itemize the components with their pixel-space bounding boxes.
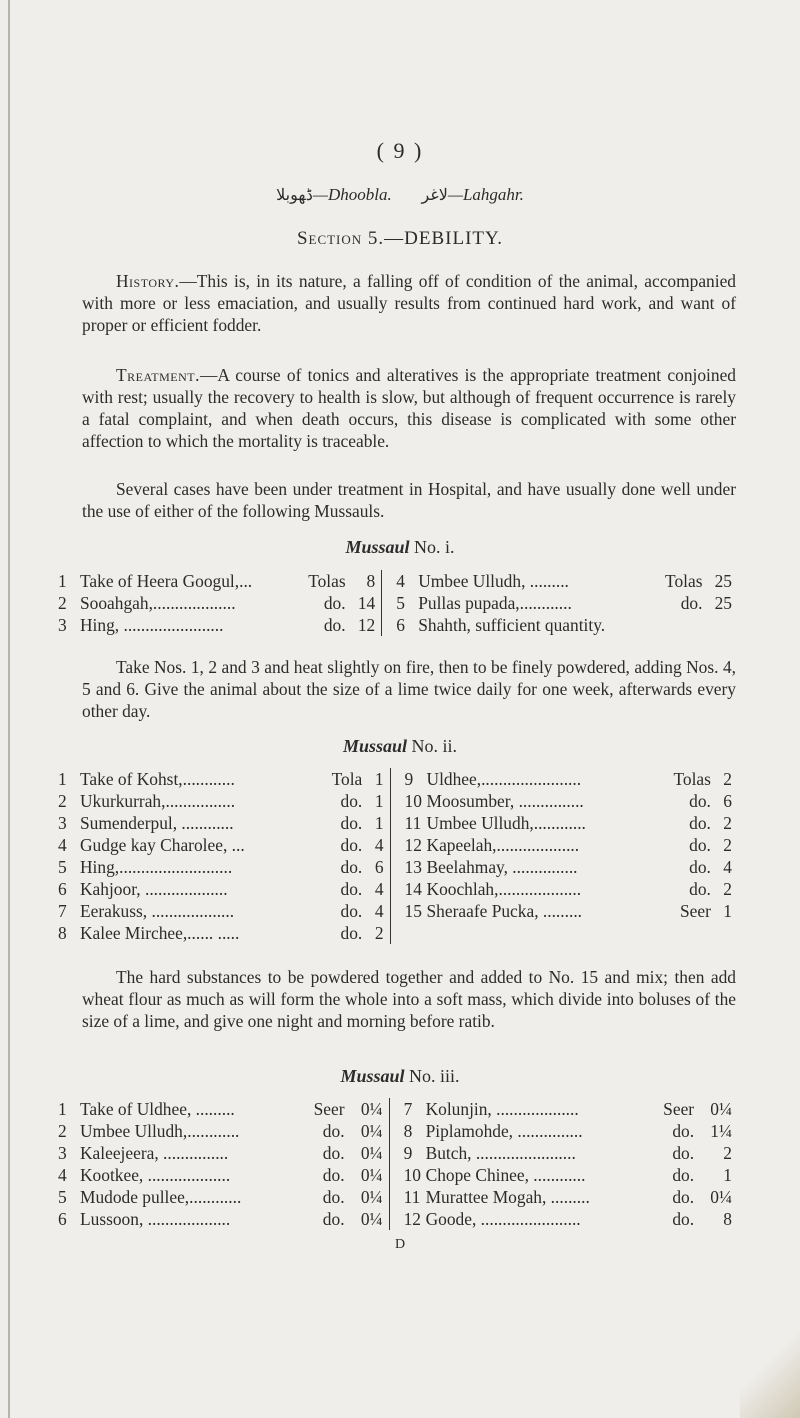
ingredient-name: Kalee Mirchee,...... ..... [80,923,240,943]
ingredient-unit: do. [672,1121,695,1141]
column-divider [389,1120,404,1142]
ingredient-unit: do. [689,791,711,811]
ingredient-row [58,1186,738,1208]
ingredient-number: 7 [403,1099,413,1119]
mussaul-3-title-num: No. iii. [409,1066,460,1086]
column-divider [390,812,405,834]
ingredient-number: 11 [404,813,422,833]
ingredient-quantity: 1 [374,791,384,811]
urdu-name-2: ﻻﻏﺮ [421,187,448,204]
column-divider [390,878,405,900]
ingredient-quantity: 4 [723,857,732,877]
ingredient-name: Murattee Mogah, ......... [425,1187,590,1207]
latin-name-2: —Lahgahr. [447,185,524,204]
ingredient-name: Kahjoor, ................... [80,879,228,899]
ingredient-unit: do. [689,857,711,877]
paper-stain [740,1328,800,1418]
ingredient-row [58,768,738,790]
latin-name-1: —Dhoobla. [312,185,392,204]
mussaul-1-title-num: No. i. [414,537,455,557]
column-divider [389,1164,404,1186]
ingredient-quantity [717,922,738,944]
ingredient-name: Kootkee, ................... [80,1165,231,1185]
ingredient-unit: Seer [679,901,711,921]
ingredient-unit: Tola [331,769,363,789]
ingredient-unit: do. [340,835,363,855]
ingredient-unit: do. [680,593,703,613]
ingredient-unit: Tolas [308,571,346,591]
page-number: ( 9 ) [376,138,424,163]
treatment-lead: Treatment. [116,365,200,385]
ingredient-name: Gudge kay Charolee, ... [80,835,245,855]
history-paragraph [82,270,736,336]
ingredient-quantity: 1 [723,1165,732,1185]
ingredient-quantity: 6 [723,791,732,811]
ingredient-number: 5 [58,1187,67,1207]
ingredient-number: 13 [404,857,422,877]
ingredient-row [58,592,738,614]
ingredient-unit: do. [689,879,711,899]
ingredient-quantity: 0¼ [360,1143,383,1163]
ingredient-quantity: 2 [374,923,384,943]
ingredient-name: Take of Heera Googul,... [80,571,253,591]
ingredient-name: Umbee Ulludh, ......... [418,571,569,591]
ingredient-row [58,834,738,856]
history-text: —This is, in its nature, a falling off of condition of the animal, accompanied with more or less emaciation, and usually results from continued hard work, and want of proper or efficient fodder. [82,271,736,335]
ingredient-number: 4 [58,835,67,855]
section-title: Section 5.—DEBILITY. [296,228,504,249]
ingredient-quantity: 14 [357,593,376,613]
mussaul-1-directions: Take Nos. 1, 2 and 3 and heat slightly on fire, then to be finely powdered, adding Nos. 4, 5 and 6. Give the animal about the size of a lime twice daily for one week, afterwards every other day. [82,657,736,721]
history-lead: History. [116,271,180,291]
ingredient-name: Sheraafe Pucka, ......... [426,901,583,921]
ingredient-number: 5 [396,593,405,613]
ingredient-name: Kapeelah,................... [426,835,580,855]
signature-mark: D [394,1237,406,1252]
ingredient-name: Chope Chinee, ............ [425,1165,586,1185]
ingredient-number: 12 [404,835,422,855]
column-divider [389,1208,404,1230]
ingredient-quantity: 2 [723,835,732,855]
ingredient-number: 4 [396,571,405,591]
ingredient-unit: do. [322,1143,345,1163]
ingredient-unit [654,614,709,636]
ingredient-quantity: 2 [723,813,732,833]
ingredient-row [58,856,738,878]
ingredient-unit: do. [323,593,346,613]
ingredient-name: Beelahmay, ............... [426,857,578,877]
ingredient-name: Moosumber, ............... [426,791,584,811]
ingredient-unit: Tolas [665,571,703,591]
ingredient-number: 1 [58,571,67,591]
ingredient-row [58,1164,738,1186]
ingredient-quantity: 25 [714,593,732,613]
ingredient-name: Piplamohde, ............... [425,1121,583,1141]
ingredient-quantity: 4 [374,879,384,899]
ingredient-unit: do. [340,901,363,921]
ingredient-number: 11 [403,1187,421,1207]
ingredient-name: Take of Uldhee, ......... [80,1099,235,1119]
ingredient-unit: do. [672,1165,695,1185]
ingredient-number: 12 [403,1209,421,1229]
ingredient-unit: do. [340,791,363,811]
ingredient-unit: do. [689,813,711,833]
mussaul-3-table [58,1098,738,1230]
mussaul-2-title-num: No. ii. [411,736,458,756]
ingredient-quantity: 8 [723,1209,732,1229]
ingredient-quantity: 4 [374,901,384,921]
mussaul-2-title-word: Mussaul [342,736,408,756]
ingredient-unit: Seer [313,1099,345,1119]
ingredient-row [58,878,738,900]
ingredient-name: Hing, ....................... [80,615,224,635]
ingredient-quantity: 25 [714,571,732,591]
ingredient-quantity: 2 [723,1143,732,1163]
ingredient-unit: do. [340,857,363,877]
ingredient-name: Sumenderpul, ............ [80,813,234,833]
column-divider [390,834,405,856]
ingredient-number: 8 [403,1121,413,1141]
cases-paragraph: Several cases have been under treatment in Hospital, and have usually done well under the use of either of the following Mussauls. [82,479,736,521]
ingredient-number: 14 [404,879,422,899]
ingredient-quantity: 2 [723,769,732,789]
ingredient-quantity: 0¼ [360,1165,383,1185]
ingredient-number: 6 [396,615,405,635]
page-margin-line [8,0,10,1418]
ingredient-quantity: 8 [366,571,376,591]
ingredient-number: 4 [58,1165,67,1185]
ingredient-number: 6 [58,879,67,899]
ingredient-quantity: 0¼ [710,1099,732,1119]
mussaul-3-title-word: Mussaul [340,1066,405,1086]
ingredient-unit: do. [340,879,363,899]
ingredient-unit: do. [689,835,711,855]
mussaul-2-title [0,736,800,757]
ingredient-unit: do. [322,1165,345,1185]
ingredient-name: Ukurkurrah,................ [80,791,236,811]
ingredient-number: 1 [58,1099,67,1119]
mussaul-2-table [58,768,738,944]
ingredient-unit: Tolas [673,769,711,789]
ingredient-quantity: 1 [374,813,384,833]
ingredient-unit: do. [672,1143,695,1163]
ingredient-quantity: 1 [374,769,384,789]
column-divider [389,1142,404,1164]
ingredient-quantity: 0¼ [710,1187,732,1207]
ingredient-number: 3 [58,813,67,833]
ingredient-number: 15 [404,901,422,921]
ingredient-number: 9 [403,1143,413,1163]
ingredient-row [58,1208,738,1230]
ingredient-unit: do. [323,615,346,635]
disease-names [0,185,800,205]
ingredient-quantity: 1 [723,901,732,921]
ingredient-row [58,1120,738,1142]
ingredient-number: 10 [404,791,422,811]
ingredient-name: Koochlah,................... [426,879,582,899]
ingredient-quantity [708,614,738,636]
column-divider [389,1186,404,1208]
ingredient-name: Goode, ....................... [425,1209,581,1229]
ingredient-number: 8 [58,923,67,943]
ingredient-name: Lussoon, ................... [80,1209,231,1229]
column-divider [382,614,397,636]
ingredient-quantity: 4 [374,835,384,855]
ingredient-quantity: 0¼ [360,1099,383,1119]
mussaul-1-title-word: Mussaul [345,537,410,557]
ingredient-quantity: 1¼ [710,1121,732,1141]
ingredient-row [58,790,738,812]
ingredient-unit: do. [672,1187,695,1207]
ingredient-name: Take of Kohst,............ [80,769,235,789]
ingredient-quantity: 6 [374,857,384,877]
ingredient-quantity: 0¼ [360,1209,383,1229]
ingredient-unit [655,922,717,944]
ingredient-number: 3 [58,615,67,635]
treatment-text: —A course of tonics and alteratives is the appropriate treatment conjoined with rest; usually the recovery to health is slow, but although of frequent occurrence is rarely a fatal complaint, and when death occurs, this disease is complicated with some other affection to which the mortality is traceable. [82,365,736,451]
column-divider [390,768,405,790]
ingredient-row [58,614,738,636]
mussaul-1-title [0,537,800,558]
ingredient-quantity: 0¼ [360,1187,383,1207]
ingredient-number: 1 [58,769,67,789]
ingredient-quantity: 12 [357,615,376,635]
ingredient-name: Sooahgah,................... [80,593,236,613]
ingredient-unit: do. [340,923,363,943]
ingredient-number: 9 [404,769,414,789]
column-divider [390,856,405,878]
ingredient-unit: do. [322,1187,345,1207]
ingredient-row [58,922,738,944]
ingredient-name: Hing,.......................... [80,857,233,877]
ingredient-quantity: 0¼ [360,1121,383,1141]
ingredient-number: 2 [58,791,67,811]
column-divider [389,1098,404,1120]
column-divider [382,570,397,592]
ingredient-row [58,1098,738,1120]
ingredient-number [405,922,427,944]
ingredient-unit: do. [322,1209,345,1229]
ingredient-name: Pullas pupada,............ [418,593,572,613]
ingredient-name: Kolunjin, ................... [425,1099,579,1119]
ingredient-number: 10 [403,1165,421,1185]
ingredient-number: 2 [58,593,67,613]
ingredient-name: Shahth, sufficient quantity. [418,615,606,635]
ingredient-unit: Seer [663,1099,695,1119]
ingredient-name: Mudode pullee,............ [80,1187,242,1207]
mussaul-2-directions: The hard substances to be powdered together and added to No. 15 and mix; then add wheat flour as much as will form the whole into a soft mass, which divide into boluses of the size of a lime, and give one night and morning before ratib. [82,967,736,1031]
ingredient-name: Eerakuss, ................... [80,901,235,921]
ingredient-row [58,1142,738,1164]
ingredient-unit: do. [322,1121,345,1141]
treatment-paragraph [82,364,736,452]
ingredient-name [427,922,655,944]
ingredient-name: Butch, ....................... [425,1143,576,1163]
ingredient-number: 6 [58,1209,67,1229]
ingredient-name: Uldhee,....................... [426,769,582,789]
ingredient-number: 7 [58,901,67,921]
ingredient-name: Umbee Ulludh,............ [426,813,586,833]
column-divider [390,790,405,812]
ingredient-number: 3 [58,1143,67,1163]
urdu-name-1: ﮈﻬﻮﺑﻼ [276,187,313,204]
ingredient-name: Kaleejeera, ............... [80,1143,229,1163]
column-divider [382,592,397,614]
ingredient-row [58,570,738,592]
ingredient-unit: do. [672,1209,695,1229]
ingredient-row [58,812,738,834]
ingredient-row [58,900,738,922]
mussaul-1-table [58,570,738,636]
ingredient-name: Umbee Ulludh,............ [80,1121,240,1141]
mussaul-3-title [0,1066,800,1087]
ingredient-unit: do. [340,813,363,833]
ingredient-number: 5 [58,857,67,877]
column-divider [390,900,405,922]
ingredient-number: 2 [58,1121,67,1141]
ingredient-quantity: 2 [723,879,732,899]
column-divider [390,922,405,944]
